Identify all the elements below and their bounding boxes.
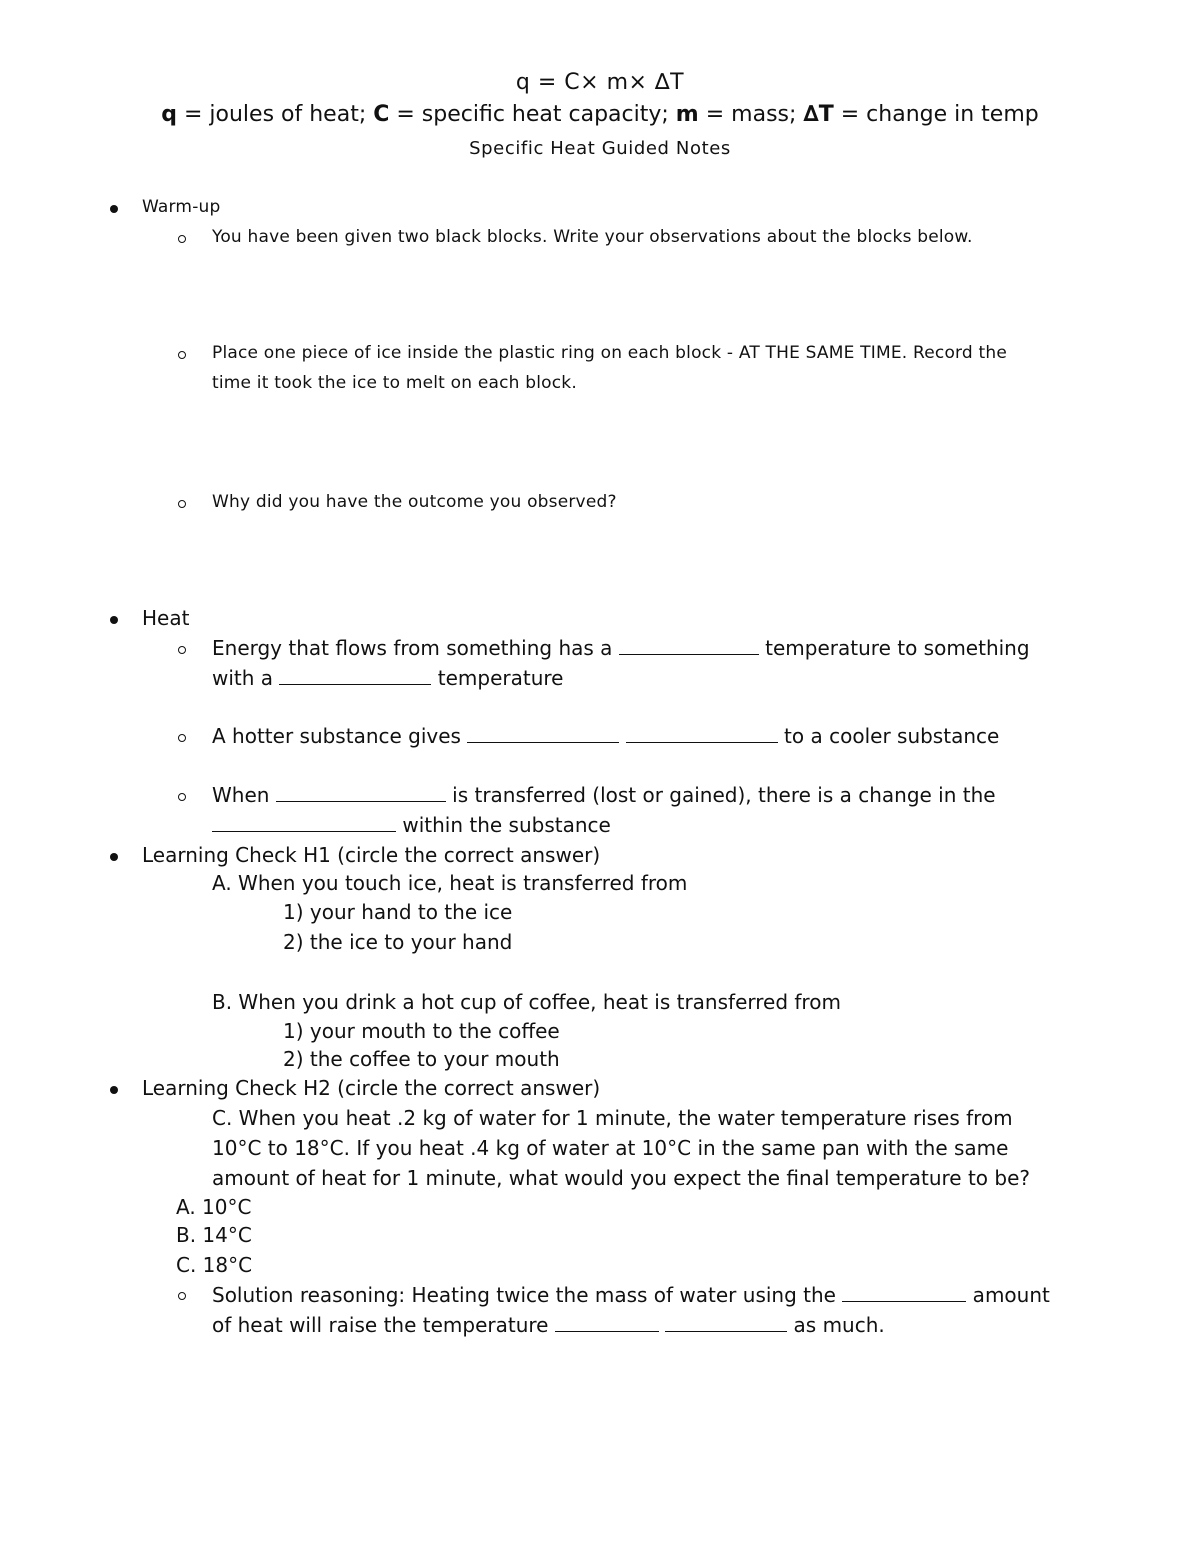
heat-statement-2-text-b: to a cooler substance (777, 724, 1000, 748)
warmup-question-3: Why did you have the outcome you observed? (212, 492, 617, 512)
answer-blank[interactable] (665, 1315, 787, 1332)
check-h2-heading: Learning Check H2 (circle the correct answer) (142, 1076, 601, 1100)
warmup-heading: Warm-up (142, 197, 221, 217)
heat-statement-1-line-2 (212, 666, 563, 690)
heat-statement-1-text-c: with a (212, 666, 280, 690)
check-h2-question-line-1: C. When you heat .2 kg of water for 1 minute, the water temperature rises from (212, 1106, 1013, 1130)
heat-statement-3-line-2 (212, 813, 611, 837)
solution-reasoning-text-c: of heat will raise the temperature (212, 1313, 555, 1337)
check-h2-question-line-3: amount of heat for 1 minute, what would you expect the final temperature to be? (212, 1166, 1030, 1190)
check-h2-option-a[interactable]: A. 10°C (176, 1195, 252, 1219)
page-title: Specific Heat Guided Notes (469, 138, 731, 159)
check-h1-heading: Learning Check H1 (circle the correct answer) (142, 843, 601, 867)
legend-t-symbol: ∆T (803, 102, 834, 127)
answer-blank[interactable] (842, 1285, 966, 1302)
heat-heading: Heat (142, 606, 190, 630)
heat-statement-1-line-1 (212, 636, 1030, 660)
formula: q = C× m× ∆T (515, 70, 685, 95)
heat-statement-1-text-b: temperature to something (758, 636, 1030, 660)
check-h1-question-a: A. When you touch ice, heat is transferred from (212, 871, 688, 895)
sub-bullet-icon (178, 734, 186, 742)
bullet-icon (110, 853, 118, 861)
check-h2-option-b[interactable]: B. 14°C (176, 1223, 252, 1247)
sub-bullet-icon (178, 646, 186, 654)
bullet-icon (110, 205, 118, 213)
check-h1-option-b2[interactable]: 2) the coffee to your mouth (283, 1047, 560, 1071)
legend-m-symbol: m (675, 102, 699, 127)
legend-c-definition: = specific heat capacity; (389, 102, 676, 127)
check-h2-question-line-2: 10°C to 18°C. If you heat .4 kg of water at 10°C in the same pan with the same (212, 1136, 1009, 1160)
check-h1-option-a1[interactable]: 1) your hand to the ice (283, 900, 513, 924)
heat-statement-3-text-c: within the substance (396, 813, 611, 837)
answer-blank[interactable] (626, 726, 778, 743)
legend-q-definition: = joules of heat; (177, 102, 374, 127)
heat-statement-1-text-a: Energy that flows from something has a (212, 636, 619, 660)
solution-reasoning-line-1 (212, 1283, 1050, 1307)
answer-blank[interactable] (555, 1315, 659, 1332)
solution-reasoning-text-b: amount (966, 1283, 1050, 1307)
answer-blank[interactable] (212, 815, 396, 832)
bullet-icon (110, 616, 118, 624)
heat-statement-3-text-b: is transferred (lost or gained), there is a change in the (445, 783, 996, 807)
warmup-question-2-line-1: Place one piece of ice inside the plastic ring on each block - AT THE SAME TIME. Record the (212, 343, 1008, 363)
warmup-question-2-line-2: time it took the ice to melt on each block. (212, 373, 577, 393)
sub-bullet-icon (178, 500, 186, 508)
solution-reasoning-text-d: as much. (787, 1313, 885, 1337)
sub-bullet-icon (178, 235, 186, 243)
answer-blank[interactable] (276, 785, 446, 802)
answer-blank[interactable] (619, 638, 759, 655)
heat-statement-3-line-1 (212, 783, 996, 807)
heat-statement-3-text-a: When (212, 783, 276, 807)
check-h1-option-a2[interactable]: 2) the ice to your hand (283, 930, 513, 954)
legend-q-symbol: q (161, 102, 177, 127)
sub-bullet-icon (178, 793, 186, 801)
answer-blank[interactable] (467, 726, 619, 743)
heat-statement-2-text-a: A hotter substance gives (212, 724, 468, 748)
sub-bullet-icon (178, 351, 186, 359)
heat-statement-1-text-d: temperature (431, 666, 564, 690)
legend-t-definition: = change in temp (833, 102, 1039, 127)
check-h1-question-b: B. When you drink a hot cup of coffee, heat is transferred from (212, 990, 841, 1014)
check-h2-option-c[interactable]: C. 18°C (176, 1253, 253, 1277)
bullet-icon (110, 1086, 118, 1094)
formula-legend (0, 102, 1200, 127)
heat-statement-2 (212, 724, 999, 748)
solution-reasoning-text-a: Solution reasoning: Heating twice the mass of water using the (212, 1283, 843, 1307)
solution-reasoning-line-2 (212, 1313, 885, 1337)
answer-blank[interactable] (279, 668, 431, 685)
warmup-question-1: You have been given two black blocks. Write your observations about the blocks below. (212, 227, 973, 247)
legend-m-definition: = mass; (698, 102, 804, 127)
check-h1-option-b1[interactable]: 1) your mouth to the coffee (283, 1019, 560, 1043)
sub-bullet-icon (178, 1292, 186, 1300)
legend-c-symbol: C (373, 102, 390, 127)
